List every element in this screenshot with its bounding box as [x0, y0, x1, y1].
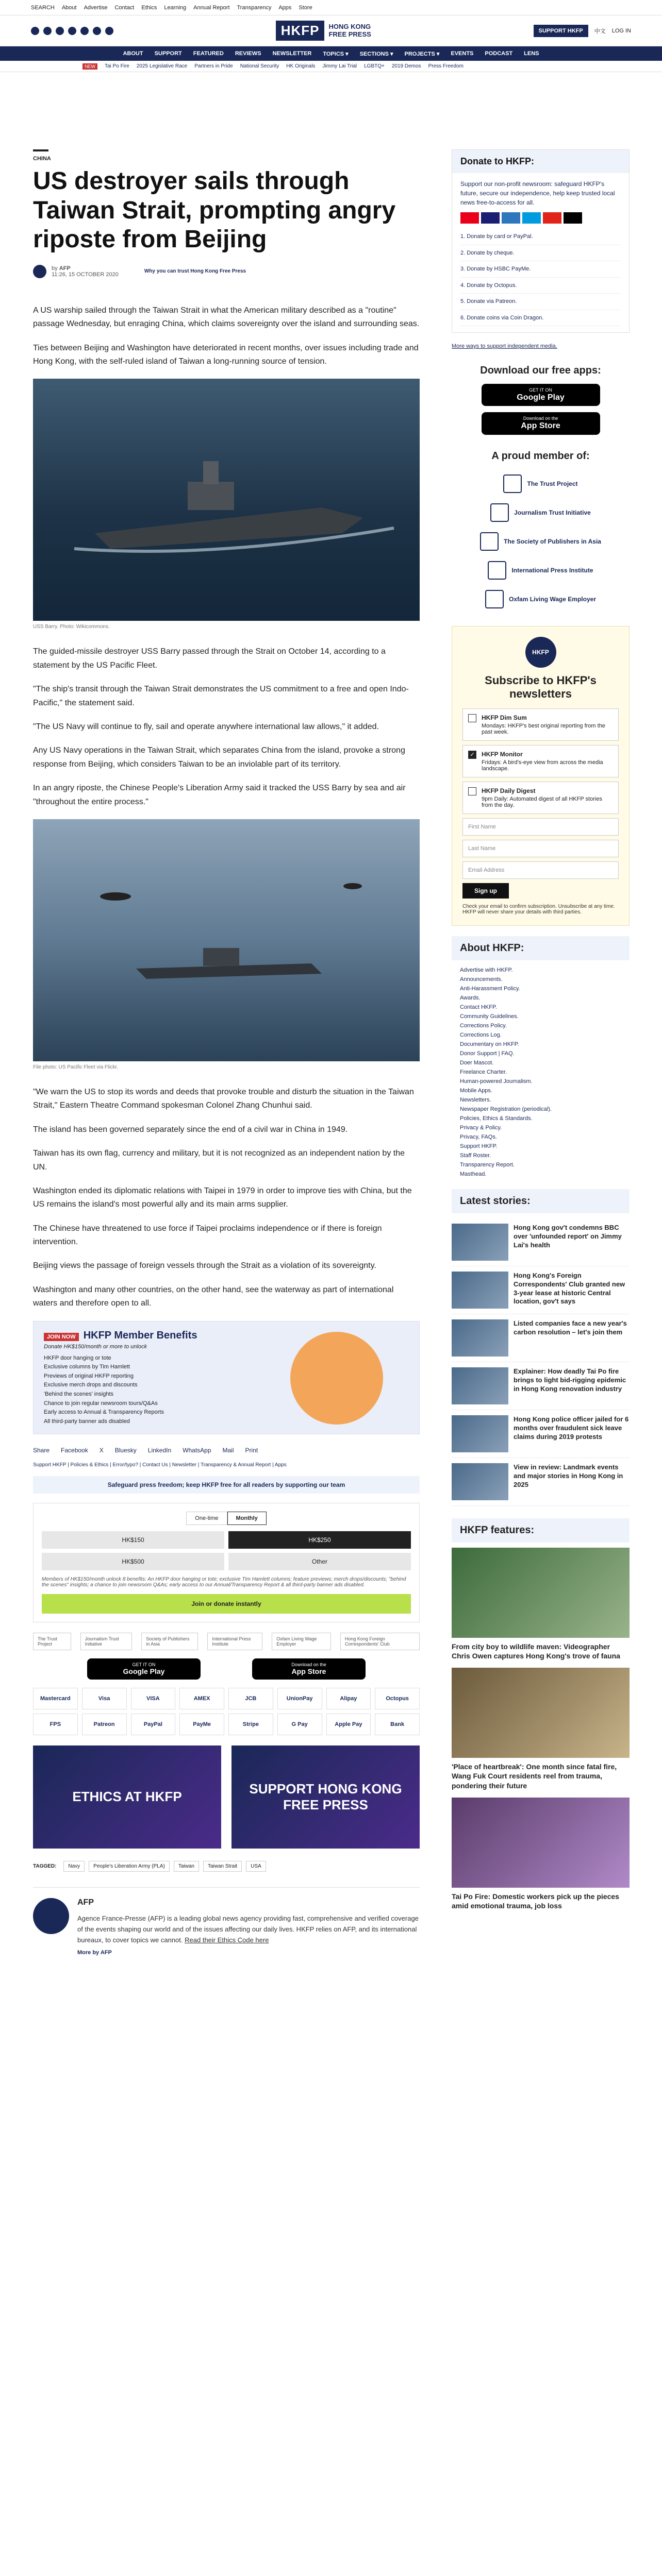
nav-reviews[interactable]: REVIEWS — [235, 50, 261, 57]
nav-podcast[interactable]: PODCAST — [485, 50, 513, 57]
donate-option[interactable]: 6. Donate coins via Coin Dragon. — [460, 310, 621, 327]
about-link[interactable]: Corrections Policy. — [460, 1022, 507, 1029]
photo-caption: File photo: US Pacific Fleet via Flickr. — [33, 1064, 119, 1070]
subnav-item[interactable]: HK Originals — [286, 63, 316, 69]
ship-helicopter-image — [33, 819, 420, 1061]
paragraph: Washington ended its diplomatic relations with Taipei in 1979 in order to improve ties with China, but the US remains the island's most powerful ally and its main arms supplier. — [33, 1186, 412, 1209]
support-button[interactable]: SUPPORT HKFP — [534, 25, 588, 37]
as-small: Download on the — [523, 416, 558, 421]
newsletter-option[interactable] — [462, 782, 619, 814]
subnav-item[interactable]: Tai Po Fire — [105, 63, 129, 69]
instagram-icon[interactable] — [56, 27, 64, 35]
nav-newsletter[interactable]: NEWSLETTER — [272, 50, 312, 57]
tag[interactable]: Taiwan Strait — [203, 1861, 242, 1872]
paragraph: Beijing views the passage of foreign vessels through the Strait as a violation of its sovereignty. — [33, 1261, 376, 1270]
feature-image — [452, 1798, 630, 1888]
byline — [33, 265, 420, 278]
about-link[interactable]: Privacy & Policy. — [460, 1124, 502, 1131]
topbar-annual-report[interactable]: Annual Report — [193, 4, 230, 11]
gp-small: GET IT ON — [529, 387, 552, 393]
share-mail[interactable]: Mail — [222, 1446, 234, 1454]
topbar-ethics[interactable]: Ethics — [141, 4, 157, 11]
subnav-item[interactable]: Partners in Pride — [194, 63, 233, 69]
payment-icon: Mastercard — [33, 1688, 78, 1709]
nav-sections[interactable]: SECTIONS ▾ — [359, 50, 393, 57]
about-link[interactable]: Advertise with HKFP. — [460, 967, 513, 973]
donate-option[interactable]: 2. Donate by cheque. — [460, 245, 621, 262]
ethics-code-link[interactable]: Read their Ethics Code here — [185, 1936, 269, 1944]
author-name[interactable]: AFP — [77, 1897, 94, 1907]
logo-mark: HKFP — [276, 21, 325, 41]
about-link[interactable]: Newsletters. — [460, 1096, 491, 1103]
logo-line1: HONG KONG — [328, 23, 371, 31]
ethics-video[interactable]: ETHICS AT HKFP — [33, 1745, 221, 1849]
as-label: App Store — [521, 421, 560, 431]
partner-logos — [33, 1633, 420, 1650]
nl-desc: Mondays: HKFP's best original reporting from the past week. — [482, 722, 605, 735]
paragraph: The island has been governed separately since the end of a civil war in China in 1949. — [33, 1125, 348, 1134]
applepay-icon — [564, 212, 582, 224]
topbar-learning[interactable]: Learning — [164, 4, 187, 11]
member-logo[interactable] — [452, 527, 630, 556]
member-logo-icon — [480, 532, 499, 551]
last-name-input[interactable]: Last Name — [462, 840, 619, 857]
benefit-item: Early access to Annual & Transparency Reports — [44, 1409, 164, 1416]
article-tags — [33, 1861, 420, 1872]
threads-icon[interactable] — [68, 27, 76, 35]
member-logo[interactable] — [452, 469, 630, 498]
donate-option[interactable]: 4. Donate by Octopus. — [460, 278, 621, 294]
newsletter-box — [452, 626, 630, 926]
story-title: Explainer: How deadly Tai Po fire brings to light bid-rigging epidemic in Hong Kong renovation industry — [514, 1367, 626, 1393]
about-link[interactable]: Anti-Harassment Policy. — [460, 985, 520, 992]
payment-icon: Bank — [375, 1714, 420, 1735]
about-link[interactable]: Policies, Ethics & Standards. — [460, 1115, 533, 1122]
language-link[interactable]: 中文 — [594, 28, 606, 35]
subnav-item[interactable]: Jimmy Lai Trial — [322, 63, 357, 69]
author-avatar — [33, 1898, 69, 1934]
about-link[interactable]: Announcements. — [460, 976, 503, 982]
email-input[interactable]: Email Address — [462, 861, 619, 879]
nl-desc: Fridays: A bird's-eye view from across the media landscape. — [482, 759, 603, 772]
donate-title: Donate to HKFP: — [452, 150, 629, 173]
tag[interactable]: People's Liberation Army (PLA) — [89, 1861, 170, 1872]
payment-icon: FPS — [33, 1714, 78, 1735]
search-link[interactable]: SEARCH — [31, 4, 55, 11]
as-label: App Store — [291, 1667, 326, 1675]
login-link[interactable]: LOG IN — [611, 27, 631, 34]
payment-icon: Alipay — [326, 1688, 371, 1709]
payment-icon: Patreon — [82, 1714, 127, 1735]
story-thumbnail — [452, 1319, 508, 1357]
latest-story[interactable] — [452, 1458, 630, 1506]
more-by-author[interactable]: More by AFP — [77, 1950, 112, 1956]
monthly-toggle[interactable]: Monthly — [227, 1512, 267, 1525]
one-time-toggle[interactable]: One-time — [186, 1512, 227, 1525]
benefit-item: Exclusive merch drops and discounts — [44, 1382, 138, 1388]
pacific-fleet-photo — [33, 819, 420, 1061]
author-box — [33, 1887, 420, 1956]
story-title: Hong Kong's Foreign Correspondents' Club granted new 3-year lease at historic Central location, gov't says — [514, 1271, 625, 1306]
story-title: Hong Kong gov't condemns BBC over 'unfounded report' on Jimmy Lai's health — [514, 1223, 622, 1249]
share-linkedin[interactable]: LinkedIn — [147, 1446, 172, 1454]
benefit-item: Exclusive columns by Tim Hamlett — [44, 1364, 130, 1370]
share-label: Share — [33, 1446, 50, 1454]
bluesky-icon[interactable] — [105, 27, 113, 35]
sub-nav — [0, 61, 662, 72]
payment-icon: PayMe — [179, 1714, 224, 1735]
hkfp-logo: HKFP — [525, 637, 556, 668]
gp-label: Google Play — [517, 393, 565, 402]
first-name-input[interactable]: First Name — [462, 818, 619, 836]
promo-title: HKFP Member Benefits — [83, 1329, 197, 1341]
nl-name: HKFP Daily Digest — [482, 787, 536, 794]
share-x[interactable]: X — [99, 1446, 104, 1454]
paragraph: Washington and many other countries, on the other hand, see the waterway as part of international waters and therefore open to all. — [33, 1285, 394, 1308]
feature-title: From city boy to wildlife maven: Videographer Chris Owen captures Hong Kong's trove of fauna — [452, 1642, 620, 1660]
feature-title: 'Place of heartbreak': One month since fatal fire, Wang Fuk Court residents reel from trauma, pondering their future — [452, 1762, 617, 1790]
payment-icon: PayPal — [131, 1714, 176, 1735]
youtube-icon[interactable] — [80, 27, 89, 35]
payment-icon: G Pay — [277, 1714, 322, 1735]
paragraph: In an angry riposte, the Chinese People's Liberation Army said it tracked the USS Barry by sea and air "throughout the entire process." — [33, 784, 406, 806]
payment-icon: AMEX — [179, 1688, 224, 1709]
ship-photo — [33, 379, 420, 621]
unionpay-icon — [543, 212, 561, 224]
x-icon[interactable] — [43, 27, 52, 35]
payment-icon: VISA — [131, 1688, 176, 1709]
story-title: Listed companies face a new year's carbon resolution – let's join them — [514, 1319, 627, 1336]
member-title: A proud member of: — [491, 450, 590, 462]
member-logo[interactable] — [452, 585, 630, 614]
payment-icon: Octopus — [375, 1688, 420, 1709]
about-link[interactable]: Staff Roster. — [460, 1152, 491, 1159]
partner-logo[interactable]: Oxfam Living Wage Employer — [272, 1633, 331, 1650]
partner-logo[interactable]: Hong Kong Foreign Correspondents' Club — [340, 1633, 420, 1650]
about-title: About HKFP: — [452, 936, 630, 960]
amount-option[interactable]: Other — [228, 1553, 411, 1570]
member-note: Members of HK$150/month unlock 8 benefits: An HKFP door hanging or tote; exclusive Tim Hamlett columns; feature previews; merch drops/discounts; "behind the scenes" insights; a chance to join newsroom Q&As; early access to our Annual/Transparency Report & all third-party banner ads disabled. — [42, 1576, 406, 1588]
nl-name: HKFP Monitor — [482, 750, 523, 758]
story-thumbnail — [452, 1415, 508, 1452]
benefit-item: HKFP door hanging or tote — [44, 1354, 111, 1361]
safeguard-banner[interactable]: Safeguard press freedom; keep HKFP free for all readers by supporting our team — [33, 1476, 420, 1494]
topbar-contact[interactable]: Contact — [114, 4, 135, 11]
payment-icon: Visa — [82, 1688, 127, 1709]
about-link[interactable]: Support HKFP. — [460, 1143, 498, 1149]
join-now-badge: JOIN NOW — [44, 1333, 79, 1341]
story-thumbnail — [452, 1224, 508, 1261]
newsletter-note: Check your email to confirm subscription. Unsubscribe at any time. HKFP will never share your details with third parties. — [462, 903, 615, 915]
paragraph: "We warn the US to stop its words and deeds that provoke trouble and disturb the situation in the Taiwan Strait," Eastern Theatre Command spokesman Colonel Zhang Chunhui said. — [33, 1087, 414, 1110]
new-badge: NEW — [82, 63, 97, 70]
tag[interactable]: USA — [246, 1861, 266, 1872]
donate-payment-icons — [460, 212, 621, 224]
tag[interactable]: Taiwan — [174, 1861, 199, 1872]
member-name: International Press Institute — [511, 566, 593, 574]
feature-story[interactable] — [452, 1798, 630, 1910]
visa-icon — [481, 212, 500, 224]
google-play-button[interactable] — [87, 1658, 201, 1680]
member-logo[interactable] — [452, 498, 630, 527]
about-link[interactable]: Documentary on HKFP. — [460, 1041, 519, 1047]
more-ways-link[interactable]: More ways to support independent media. — [452, 343, 557, 349]
top-bar — [0, 0, 662, 15]
partner-logo[interactable]: International Press Institute — [207, 1633, 262, 1650]
amount-option-selected[interactable]: HK$250 — [228, 1531, 411, 1549]
feature-story[interactable] — [452, 1668, 630, 1790]
member-logo-icon — [488, 561, 506, 580]
about-link[interactable]: Mobile Apps. — [460, 1087, 492, 1094]
tag[interactable]: Navy — [63, 1861, 85, 1872]
about-link[interactable]: Donor Support | FAQ. — [460, 1050, 515, 1057]
paragraph: A US warship sailed through the Taiwan Strait in what the American military described as a "routine" passage Wednesday, but enraging China, which claims sovereignty over the island and surrounding seas. — [33, 306, 420, 329]
latest-story[interactable] — [452, 1266, 630, 1314]
mastercard-icon — [460, 212, 479, 224]
about-link[interactable]: Contact HKFP. — [460, 1004, 497, 1010]
benefit-item: 'Behind the scenes' insights — [44, 1391, 114, 1398]
member-logo-icon — [503, 474, 522, 493]
latest-story[interactable] — [452, 1362, 630, 1410]
features-title: HKFP features: — [452, 1518, 630, 1543]
linkedin-icon[interactable] — [93, 27, 101, 35]
nav-support[interactable]: SUPPORT — [154, 50, 182, 57]
subnav-item[interactable]: National Security — [240, 63, 279, 69]
amount-option[interactable]: HK$150 — [42, 1531, 224, 1549]
nl-name: HKFP Dim Sum — [482, 714, 527, 721]
story-thumbnail — [452, 1272, 508, 1309]
nav-projects[interactable]: PROJECTS ▾ — [404, 50, 440, 57]
latest-story[interactable] — [452, 1410, 630, 1458]
gp-small: GET IT ON — [132, 1662, 156, 1667]
member-name: The Trust Project — [527, 480, 578, 487]
feature-image — [452, 1548, 630, 1638]
about-link[interactable]: Human-powered Journalism. — [460, 1078, 533, 1084]
checkbox[interactable] — [468, 714, 476, 722]
ethics-link[interactable]: Why you can trust Hong Kong Free Press — [144, 268, 246, 275]
byline-author[interactable]: AFP — [59, 265, 71, 272]
story-thumbnail — [452, 1463, 508, 1500]
share-bar — [33, 1447, 420, 1454]
paragraph: Taiwan has its own flag, currency and military, but it is not recognized as an independent nation by the UN. — [33, 1149, 405, 1172]
paragraph: The guided-missile destroyer USS Barry passed through the Strait on October 14, according to a statement by the US Pacific Fleet. — [33, 647, 386, 670]
checkbox-checked[interactable]: ✓ — [468, 751, 476, 759]
benefit-item: Chance to join regular newsroom tours/Q&As — [44, 1400, 158, 1406]
member-logo-icon — [490, 503, 509, 522]
payment-methods — [33, 1688, 420, 1735]
logo-line2: FREE PRESS — [328, 30, 371, 38]
about-link[interactable]: Community Guidelines. — [460, 1013, 519, 1020]
partner-logo[interactable]: Society of Publishers in Asia — [141, 1633, 198, 1650]
about-link[interactable]: Doer Mascot. — [460, 1059, 494, 1066]
main-nav — [0, 46, 662, 61]
story-title: Hong Kong police officer jailed for 6 months over fraudulent sick leave claims during 2019 protests — [514, 1415, 629, 1440]
author-description: Agence France-Presse (AFP) is a leading global news agency providing fast, comprehensive and verified coverage of the events shaping our world and of the issues affecting our daily lives. HKFP relies on AFP, and its international bureaux, to cover topics we cannot. — [77, 1914, 419, 1944]
about-link[interactable]: Privacy, FAQs. — [460, 1133, 497, 1140]
share-facebook[interactable]: Facebook — [61, 1446, 88, 1454]
paragraph: The Chinese have threatened to use force if Taipei proclaims independence or if there is foreign intervention. — [33, 1224, 382, 1247]
support-video[interactable]: SUPPORT HONG KONG FREE PRESS — [231, 1745, 420, 1849]
article-date: 11:26, 15 OCTOBER 2020 — [52, 271, 119, 278]
subnav-item[interactable]: Press Freedom — [428, 63, 464, 69]
benefit-item: Previews of original HKFP reporting — [44, 1372, 134, 1379]
tags-label: TAGGED: — [33, 1863, 57, 1869]
about-link[interactable]: Newspaper Registration (periodical). — [460, 1106, 552, 1112]
deer-mascot — [290, 1332, 383, 1425]
nav-topics[interactable]: TOPICS ▾ — [323, 50, 349, 57]
latest-story[interactable] — [452, 1314, 630, 1362]
subnav-item[interactable]: 2019 Demos — [391, 63, 421, 69]
join-donate-button[interactable]: Join or donate instantly — [42, 1594, 411, 1614]
newsletter-option[interactable] — [462, 708, 619, 741]
share-whatsapp[interactable]: WhatsApp — [183, 1446, 211, 1454]
nav-events[interactable]: EVENTS — [451, 50, 474, 57]
site-logo[interactable] — [276, 21, 371, 41]
topbar-about[interactable]: About — [61, 4, 77, 11]
article-title: US destroyer sails through Taiwan Strait, prompting angry riposte from Beijing — [33, 167, 396, 253]
benefit-item: All third-party banner ads disabled — [44, 1418, 130, 1425]
member-logo-icon — [485, 590, 504, 608]
feature-story[interactable] — [452, 1548, 630, 1660]
site-header — [0, 15, 662, 46]
about-link[interactable]: Awards. — [460, 994, 481, 1001]
about-link[interactable]: Corrections Log. — [460, 1031, 502, 1038]
about-link[interactable]: Masthead. — [460, 1171, 487, 1177]
paypal-icon — [522, 212, 541, 224]
member-benefits-banner[interactable] — [33, 1321, 420, 1434]
photo-caption: USS Barry. Photo: Wikicommons. — [33, 624, 110, 630]
share-print[interactable]: Print — [245, 1446, 258, 1454]
paragraph: "The ship's transit through the Taiwan Strait demonstrates the US commitment to a free and open Indo-Pacific," the statement said. — [33, 685, 409, 707]
app-store-button[interactable] — [482, 412, 600, 434]
nav-featured[interactable]: FEATURED — [193, 50, 224, 57]
sidebar — [452, 149, 630, 1918]
paragraph: Ties between Beijing and Washington have deteriorated in recent months, over issues including trade and Hong Kong, with the self-ruled island of Taiwan a long-running source of tension. — [33, 343, 419, 366]
topbar-store[interactable]: Store — [299, 4, 312, 11]
nl-desc: 9pm Daily: Automated digest of all HKFP stories from the day. — [482, 795, 602, 808]
donate-option[interactable]: 5. Donate via Patreon. — [460, 294, 621, 310]
latest-story[interactable] — [452, 1218, 630, 1266]
footer-links[interactable]: Support HKFP | Policies & Ethics | Error/typo? | Contact Us | Newsletter | Transparency & Annual Report | Apps — [33, 1462, 287, 1468]
about-link[interactable]: Transparency Report. — [460, 1161, 515, 1168]
member-name: Journalism Trust Initiative — [514, 509, 591, 516]
member-logo[interactable] — [452, 556, 630, 585]
app-store-button[interactable] — [252, 1658, 366, 1680]
facebook-icon[interactable] — [31, 27, 39, 35]
about-link[interactable]: Freelance Charter. — [460, 1069, 507, 1075]
donate-option[interactable]: 3. Donate by HSBC PayMe. — [460, 261, 621, 278]
share-bluesky[interactable]: Bluesky — [114, 1446, 137, 1454]
subnav-item[interactable]: 2025 Legislative Race — [136, 63, 188, 69]
byline-by: by — [52, 265, 58, 272]
topbar-transparency[interactable]: Transparency — [237, 4, 272, 11]
donate-option[interactable]: 1. Donate by card or PayPal. — [460, 229, 621, 245]
apps-title: Download our free apps: — [480, 365, 601, 376]
newsletter-option[interactable] — [462, 745, 619, 777]
signup-button[interactable]: Sign up — [462, 883, 509, 899]
article-category[interactable]: CHINA — [33, 149, 48, 162]
destroyer-image — [33, 379, 420, 621]
feature-image — [452, 1668, 630, 1758]
partner-logo[interactable]: Journalism Trust Initiative — [80, 1633, 133, 1650]
social-icons — [31, 27, 113, 35]
story-title: View in review: Landmark events and major stories in Hong Kong in 2025 — [514, 1463, 623, 1488]
amex-icon — [502, 212, 520, 224]
feature-title: Tai Po Fire: Domestic workers pick up the pieces amid emotional trauma, job loss — [452, 1892, 619, 1910]
donate-intro[interactable]: Support our non-profit newsroom: safeguard HKFP's future, secure our independence, help keep trusted local news free-to-access for all. — [460, 180, 615, 206]
gp-label: Google Play — [123, 1667, 165, 1675]
topbar-apps[interactable]: Apps — [278, 4, 292, 11]
article — [33, 149, 420, 1956]
google-play-button[interactable] — [482, 384, 600, 406]
payment-icon: JCB — [228, 1688, 273, 1709]
amount-option[interactable]: HK$500 — [42, 1553, 224, 1570]
story-thumbnail — [452, 1367, 508, 1404]
promo-subtitle: Donate HK$150/month or more to unlock — [44, 1343, 147, 1350]
member-name: Oxfam Living Wage Employer — [509, 595, 596, 603]
payment-icon: Apple Pay — [326, 1714, 371, 1735]
nav-about[interactable]: ABOUT — [123, 50, 143, 57]
checkbox[interactable] — [468, 787, 476, 795]
about-list — [452, 965, 630, 1179]
topbar-advertise[interactable]: Advertise — [84, 4, 108, 11]
paragraph: Any US Navy operations in the Taiwan Strait, which separates China from the island, provoke a strong response from Beijing, which considers Taiwan to be an inviolable part of its territory. — [33, 746, 405, 769]
subnav-item[interactable]: LGBTQ+ — [364, 63, 385, 69]
newsletter-title: Subscribe to HKFP's newsletters — [485, 673, 597, 701]
payment-icon: UnionPay — [277, 1688, 322, 1709]
author-avatar — [33, 265, 46, 278]
latest-title: Latest stories: — [452, 1189, 630, 1213]
paragraph: "The US Navy will continue to fly, sail and operate anywhere international law allows," it added. — [33, 722, 379, 731]
partner-logo[interactable]: The Trust Project — [33, 1633, 71, 1650]
donate-widget — [33, 1503, 420, 1622]
payment-icon: Stripe — [228, 1714, 273, 1735]
nav-lens[interactable]: LENS — [524, 50, 539, 57]
as-small: Download on the — [291, 1662, 326, 1667]
member-name: The Society of Publishers in Asia — [504, 537, 601, 545]
donate-box — [452, 149, 630, 333]
